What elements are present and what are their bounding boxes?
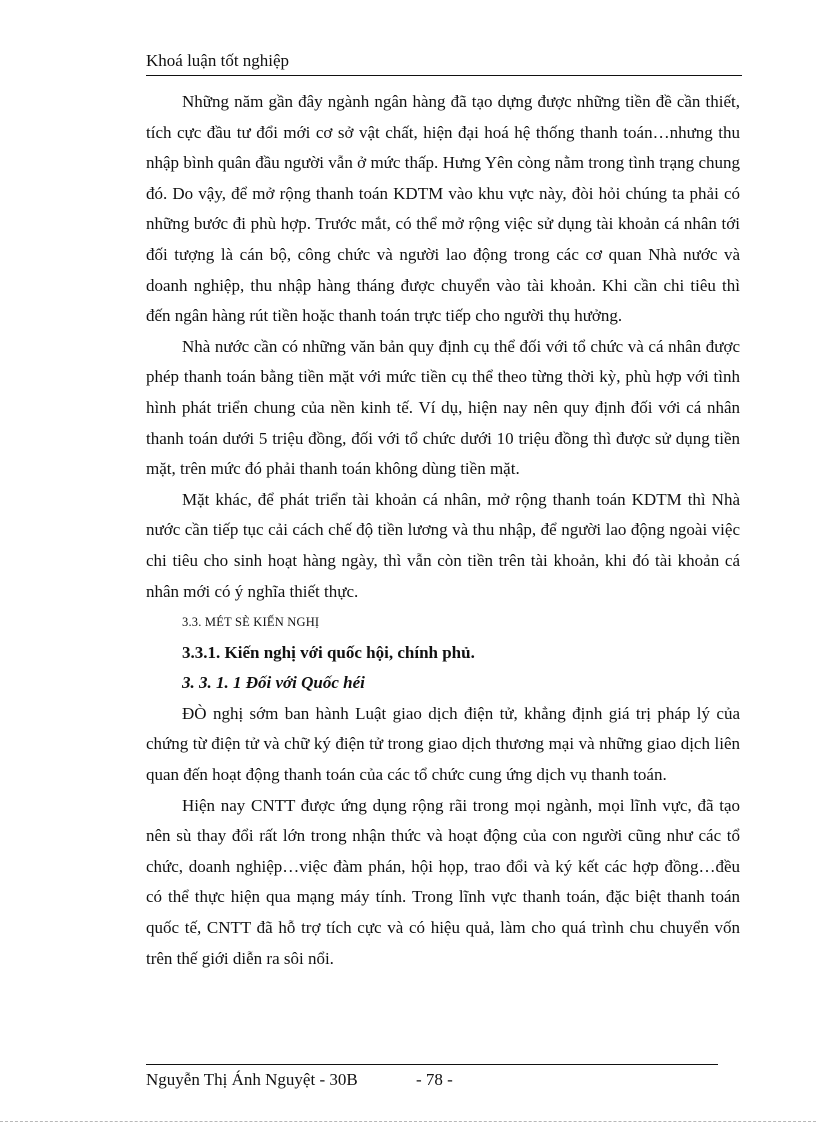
paragraph: ĐÒ nghị sớm ban hành Luật giao dịch điện tử, khẳng định giá trị pháp lý của chứng từ điện tử và chữ ký điện tử trong giao dịch thương mại và những giao dịch liên quan đến hoạt động thanh toán của các tổ chức cung ứng dịch vụ thanh toán. xyxy=(146,703,740,785)
page-number: - 78 - xyxy=(416,1070,453,1089)
paragraph: Những năm gần đây ngành ngân hàng đã tạo dựng được những tiền đề cần thiết, tích cực đầu tư đổi mới cơ sở vật chất, hiện đại hoá hệ thống thanh toán…nhưng thu nhập bình quân đầu người vẫn ở mức thấp. Hưng Yên còng nằm trong tình trạng chung đó. Do vậy, để mở rộng thanh toán KDTM vào khu vực này, đòi hỏi chúng ta phải có những bước đi phù hợp. Trước mắt, có thể mở rộng việc sử dụng tài khoản cá nhân tới đối tượng là cán bộ, công chức và người lao động trong các cơ quan Nhà nước và doanh nghiệp, thu nhập hàng tháng được chuyển vào tài khoản. Khi cần chi tiêu thì đến ngân hàng rút tiền hoặc thanh toán trực tiếp cho người thụ hưởng. xyxy=(146,92,740,326)
paragraph: Hiện nay CNTT được ứng dụng rộng rãi trong mọi ngành, mọi lĩnh vực, đã tạo nên sù thay đổi rất lớn trong nhận thức và hoạt động của con người cũng như các tổ chức, doanh nghiệp…việc đàm phán, hội họp, trao đổi và ký kết các hợp đồng…đều có thể thực hiện qua mạng máy tính. Trong lĩnh vực thanh toán, đặc biệt thanh toán quốc tế, CNTT đã hỗ trợ tích cực và có hiệu quả, làm cho quá trình chu chuyển vốn trên thế giới diễn ra sôi nổi. xyxy=(146,795,740,968)
section-label: 3.3. MÉT SÈ KIẾN NGHỊ xyxy=(182,615,320,630)
paragraph: Nhà nước cần có những văn bản quy định cụ thể đối với tổ chức và cá nhân được phép thanh toán bằng tiền mặt với mức tiền cụ thể theo từng thời kỳ, phù hợp với tình hình phát triển chung của nền kinh tế. Ví dụ, hiện nay nên quy định đối với cá nhân thanh toán dưới 5 triệu đồng, đối với tổ chức dưới 10 triệu đồng thì được sử dụng tiền mặt, trên mức đó phải thanh toán không dùng tiền mặt. xyxy=(146,336,740,479)
document-body xyxy=(146,87,740,974)
footer-author: Nguyễn Thị Ánh Nguyệt - 30B xyxy=(146,1070,358,1089)
page-header-title: Khoá luận tốt nghiệp xyxy=(146,51,290,70)
section-heading: 3.3.1. Kiến nghị với quốc hội, chính phủ. xyxy=(182,642,475,662)
footer-rule xyxy=(146,1064,718,1065)
subsection-heading: 3. 3. 1. 1 Đối với Quốc héi xyxy=(182,673,365,693)
header-rule xyxy=(146,75,742,76)
paragraph: Mặt khác, để phát triển tài khoản cá nhân, mở rộng thanh toán KDTM thì Nhà nước cần tiếp tục cải cách chế độ tiền lương và thu nhập, để người lao động ngoài việc chi tiêu cho sinh hoạt hàng ngày, thì vẫn còn tiền trên tài khoản, khi đó tài khoản cá nhân mới có ý nghĩa thiết thực. xyxy=(146,489,740,601)
page-break-line xyxy=(0,1121,816,1122)
